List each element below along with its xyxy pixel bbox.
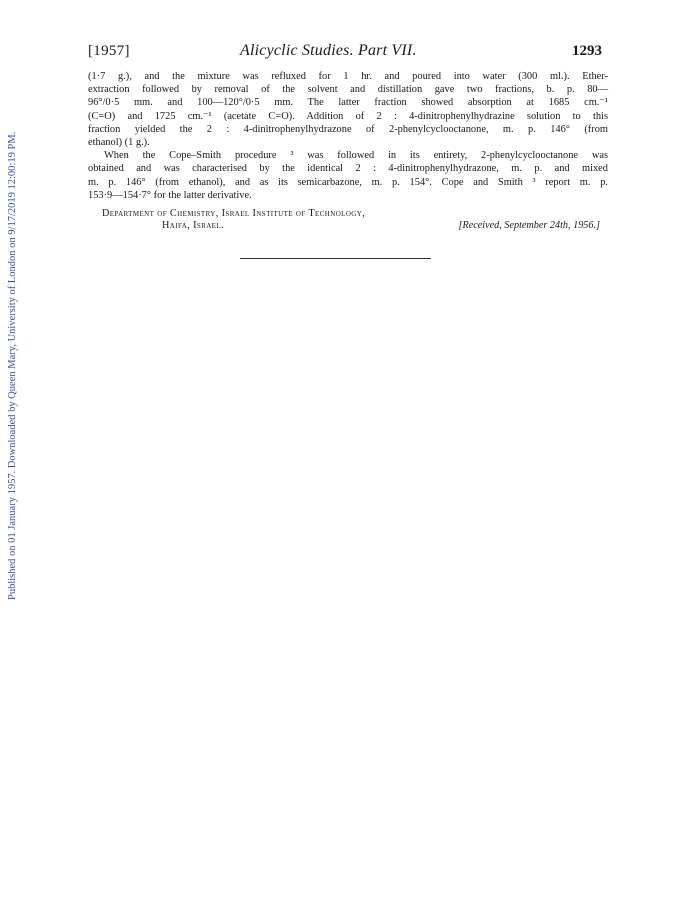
journal-year: [1957]: [88, 43, 130, 59]
paragraph-2: [88, 149, 608, 202]
text-line: (1·7 g.), and the mixture was refluxed for 1 hr. and poured into water (300 ml.). Ether-: [88, 71, 608, 82]
paragraph-1: [88, 70, 608, 149]
affiliation-block: [88, 208, 608, 234]
text-line: 96°/0·5 mm. and 100—120°/0·5 mm. The latter fraction showed absorption at 1685 cm.⁻¹: [88, 97, 608, 109]
page-number: 1293: [572, 43, 602, 59]
text-line: ethanol) (1 g.).: [88, 137, 150, 149]
department: Department of Chemistry, Israel Institute of Technology,: [102, 208, 366, 220]
article-title: Alicyclic Studies. Part VII.: [240, 42, 417, 59]
received-date: [Received, September 24th, 1956.]: [458, 220, 600, 232]
text-line: When the Cope–Smith procedure ³ was followed in its entirety, 2-phenylcyclooctanone was: [104, 150, 608, 162]
article-body: [88, 70, 608, 202]
city: Haifa, Israel.: [162, 220, 224, 232]
text-line: m. p. 146° (from ethanol), and as its semicarbazone, m. p. 154°. Cope and Smith ³ report m. p.: [88, 176, 608, 188]
running-head: [88, 40, 608, 64]
affiliation-row: [88, 220, 608, 234]
end-rule: [240, 258, 431, 259]
text-line: obtained and was characterised by the identical 2 : 4-dinitrophenylhydrazone, m. p. and mixed: [88, 163, 608, 175]
text-line: (C=O) and 1725 cm.⁻¹ (acetate C=O). Addition of 2 : 4-dinitrophenylhydrazine solution to this: [88, 110, 608, 122]
page: [88, 40, 608, 234]
download-watermark: [7, 100, 21, 600]
download-notice-text: Published on 01 January 1957. Downloaded by Queen Mary, University of London on 9/17/2019 12:00:19 PM.: [7, 131, 18, 600]
text-line: 153·9—154·7° for the latter derivative.: [88, 189, 252, 201]
text-line: fraction yielded the 2 : 4-dinitrophenylhydrazone of 2-phenylcyclooctanone, m. p. 146° (from: [88, 123, 608, 135]
text-line: extraction followed by removal of the solvent and distillation gave two fractions, b. p. 80—: [88, 84, 608, 96]
